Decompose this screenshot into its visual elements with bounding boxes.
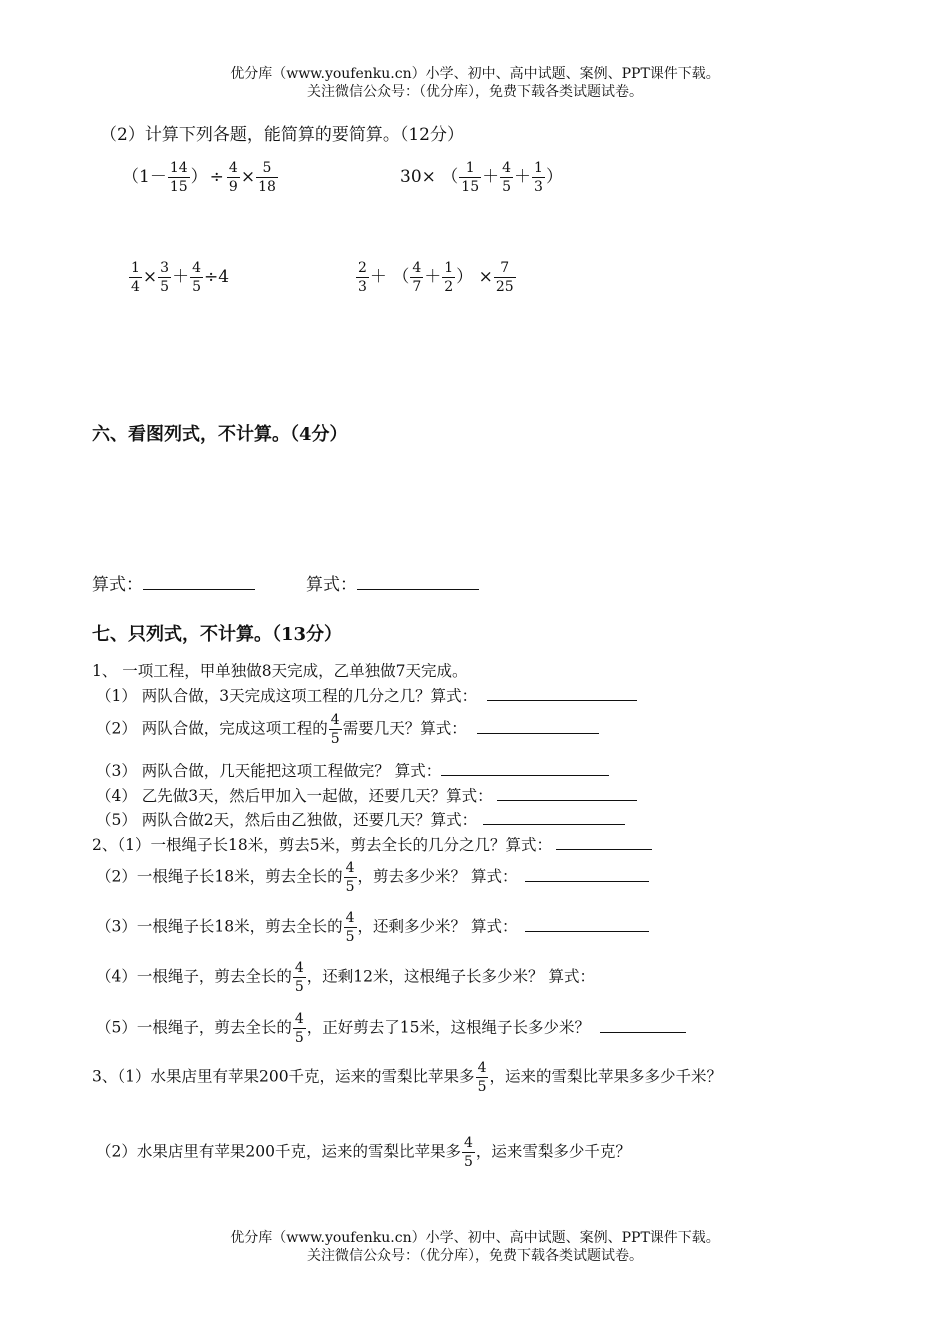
answer-blank[interactable] [600,1018,686,1033]
q3-part-1: 3、（1）水果店里有苹果200千克，运来的雪梨比苹果多 $\frac{4}{5}$ ，运来的雪梨比苹果多多少千米？ [92,1060,722,1095]
calc-expression-2: 30× （ $\frac{1}{15}$ ＋ $\frac{4}{5}$ ＋ $\frac{1}{3}$ ） [400,160,563,195]
calc-expression-1: （1－ $\frac{14}{15}$ ） ÷ $\frac{4}{9}$ × $\frac{5}{18}$ [122,160,276,195]
footer-line-1: 优分库（www.youfenku.cn）小学、初中、高中试题、案例、PPT课件下载。 [230,1230,720,1246]
calc-expression-3: $\frac{1}{4}$ × $\frac{3}{5}$ ＋ $\frac{4}{5}$ ÷4 [131,260,230,295]
q1-part-3: （3） 两队合做，几天能把这项工程做完？ 算式： [96,759,609,781]
q1-part-2: （2） 两队合做，完成这项工程的 $\frac{4}{5}$ 需要几天？算式： [96,712,599,747]
section6-formula-1: 算式： [92,570,255,595]
q1-part-5: （5） 两队合做2天，然后由乙独做，还要几天？算式： [96,808,625,830]
q1-part-4: （4） 乙先做3天，然后甲加入一起做，还要几天？算式： [96,784,637,806]
q2-part-4: （4）一根绳子，剪去全长的 $\frac{4}{5}$ ，还剩12米，这根绳子长多少米？ 算式： [96,960,595,995]
calc-title: （2）计算下列各题，能简算的要简算。（12分） [100,125,464,145]
answer-blank[interactable] [487,686,637,701]
q1-intro: 1、 一项工程，甲单独做8天完成，乙单独做7天完成。 [92,662,468,680]
q2-part-3: （3）一根绳子长18米，剪去全长的 $\frac{4}{5}$ ，还剩多少米？ 算式： [96,910,649,945]
section6-title: 六、看图列式，不计算。（4分） [92,424,348,445]
answer-blank[interactable] [497,786,637,801]
answer-blank[interactable] [525,867,649,882]
answer-blank[interactable] [143,575,255,590]
calc-expression-4: $\frac{2}{3}$ ＋ （ $\frac{4}{7}$ ＋ $\frac{1}{2}$ ） × $\frac{7}{25}$ [358,260,514,295]
q2-part-1: 2、（1）一根绳子长18米，剪去5米，剪去全长的几分之几？算式： [92,833,652,855]
answer-blank[interactable] [556,835,652,850]
section7-title: 七、只列式，不计算。（13分） [92,624,343,645]
header-line-2: 关注微信公众号：（优分库），免费下载各类试题试卷。 [307,84,643,100]
answer-blank[interactable] [525,917,649,932]
section6-formula-2: 算式： [306,570,479,595]
header-line-1: 优分库（www.youfenku.cn）小学、初中、高中试题、案例、PPT课件下载。 [230,66,720,82]
q2-part-2: （2）一根绳子长18米，剪去全长的 $\frac{4}{5}$ ，剪去多少米？ 算式： [96,860,649,895]
answer-blank[interactable] [477,719,599,734]
q1-part-1: （1） 两队合做，3天完成这项工程的几分之几？算式： [96,684,637,706]
answer-blank[interactable] [357,575,479,590]
q2-part-5: （5）一根绳子，剪去全长的 $\frac{4}{5}$ ，正好剪去了15米，这根绳子长多少米？ [96,1011,686,1046]
footer-line-2: 关注微信公众号：（优分库），免费下载各类试题试卷。 [307,1248,643,1264]
answer-blank[interactable] [483,810,625,825]
answer-blank[interactable] [441,761,609,776]
q3-part-2: （2）水果店里有苹果200千克，运来的雪梨比苹果多 $\frac{4}{5}$ ，运来雪梨多少千克？ [96,1135,631,1170]
